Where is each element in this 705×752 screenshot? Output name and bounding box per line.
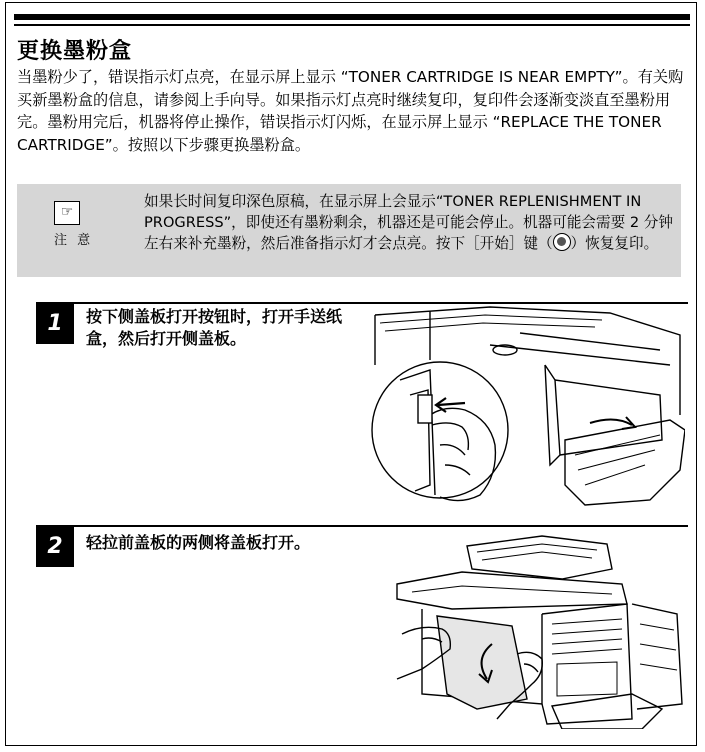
step-2-rule	[36, 525, 688, 527]
header-rule-thin	[14, 24, 690, 26]
step-1-text: 按下侧盖板打开按钮时，打开手送纸盒，然后打开侧盖板。	[86, 307, 343, 348]
note-text-after: ）恢复复印。	[570, 235, 659, 252]
pointing-hand-icon: ☞	[54, 201, 80, 225]
intro-paragraph: 当墨粉少了，错误指示灯点亮，在显示屏上显示 “TONER CARTRIDGE IS NEAR EMPTY”。有关购买新墨粉盒的信息，请参阅上手向导。如果指示灯点亮时继续复印，复印件会逐渐变淡直至墨粉用完。墨粉用完后，机器将停止操作，错误指示灯闪烁，在显示屏上显示 “REPLACE THE TONER CARTRIDGE”。按照以下步骤更换墨粉盒。	[17, 68, 684, 154]
note-text	[144, 191, 674, 254]
note-label: 注 意	[54, 233, 94, 248]
page-title: 更换墨粉盒	[17, 39, 133, 64]
note-box	[17, 184, 681, 277]
step-2-number: 2	[36, 527, 74, 567]
step-2-illustration	[392, 534, 687, 729]
step-2-text: 轻拉前盖板的两侧将盖板打开。	[86, 533, 311, 552]
start-button-icon	[553, 233, 571, 251]
step-1-number: 1	[36, 304, 74, 344]
step-1-illustration	[370, 305, 685, 520]
note-text-before: 如果长时间复印深色原稿，在显示屏上会显示“TONER REPLENISHMENT IN PROGRESS”，即使还有墨粉剩余，机器还是可能会停止。机器可能会需要 2 分钟左右来补充墨粉，然后准备指示灯才会点亮。按下［开始］键（	[144, 193, 673, 252]
step-1-rule	[36, 302, 688, 304]
header-rule-thick	[14, 14, 690, 20]
